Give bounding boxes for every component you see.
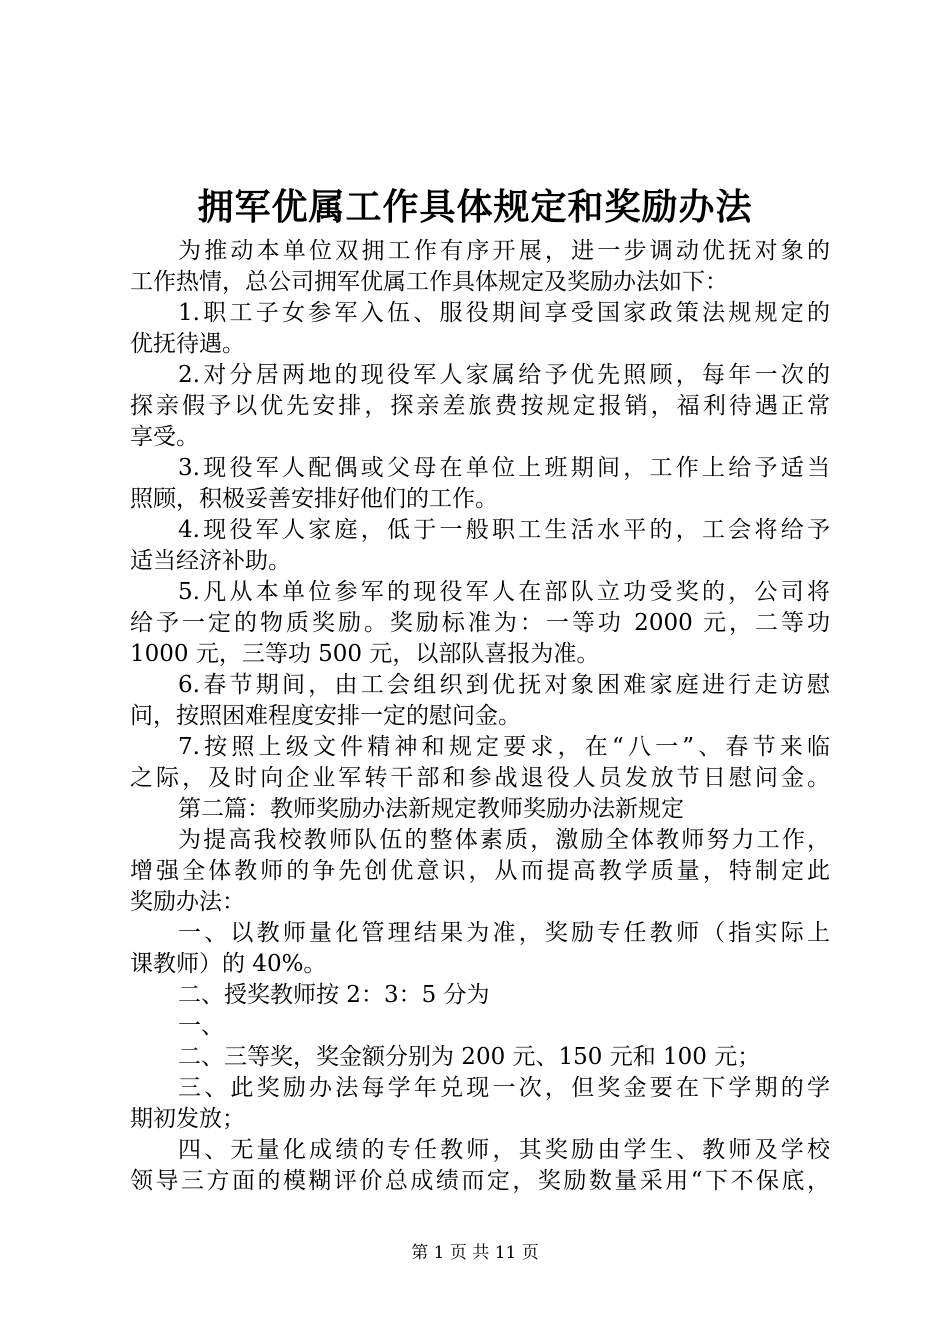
page-footer: 第 1 页 共 11 页 [411, 1243, 539, 1263]
paragraph-line: 课教师）的 40%。 [130, 951, 327, 977]
paragraph-line: 之际，及时向企业军转干部和参战退役人员发放节日慰问金。 [130, 765, 830, 791]
paragraph-line: 探亲假予以优先安排，探亲差旅费按规定报销，福利待遇正常 [130, 393, 830, 419]
document-title: 拥军优属工作具体规定和奖励办法 [197, 187, 753, 228]
document-body [130, 236, 830, 1197]
paragraph-line: 5.凡从本单位参军的现役军人在部队立功受奖的，公司将 [178, 579, 830, 605]
paragraph-line: 1000 元，三等功 500 元，以部队喜报为准。 [130, 641, 600, 667]
paragraph-line: 给予一定的物质奖励。奖励标准为：一等功 2000 元，二等功 [130, 610, 830, 636]
paragraph-line: 奖励办法： [130, 889, 245, 915]
paragraph-line: 期初发放； [130, 1106, 245, 1132]
paragraph-line: 一、以教师量化管理结果为准，奖励专任教师（指实际上 [178, 920, 830, 946]
paragraph-line: 1.职工子女参军入伍、服役期间享受国家政策法规规定的 [178, 300, 830, 326]
paragraph-line: 问，按照困难程度安排一定的慰问金。 [130, 703, 521, 729]
paragraph-line: 工作热情，总公司拥军优属工作具体规定及奖励办法如下： [130, 269, 728, 295]
paragraph-line: 三、此奖励办法每学年兑现一次，但奖金要在下学期的学 [178, 1075, 830, 1101]
paragraph-line: 6.春节期间，由工会组织到优抚对象困难家庭进行走访慰 [178, 672, 830, 698]
paragraph-line: 照顾，积极妥善安排好他们的工作。 [130, 486, 498, 512]
paragraph-line: 增强全体教师的争先创优意识，从而提高教学质量，特制定此 [130, 858, 830, 884]
paragraph-line: 四、无量化成绩的专任教师，其奖励由学生、教师及学校 [178, 1137, 830, 1163]
paragraph-line: 4.现役军人家庭，低于一般职工生活水平的，工会将给予 [178, 517, 830, 543]
paragraph-line: 2.对分居两地的现役军人家属给予优先照顾，每年一次的 [178, 362, 830, 388]
paragraph-line: 二、三等奖，奖金额分别为 200 元、150 元和 100 元； [178, 1044, 761, 1070]
paragraph-line: 一、 [178, 1013, 224, 1039]
paragraph-line: 3.现役军人配偶或父母在单位上班期间，工作上给予适当 [178, 455, 830, 481]
paragraph-line: 二、授奖教师按 2：3：5 分为 [178, 982, 490, 1008]
paragraph-line: 优抚待遇。 [130, 331, 245, 357]
paragraph-line: 领导三方面的模糊评价总成绩而定，奖励数量采用“下不保底， [130, 1168, 830, 1194]
section-heading: 第二篇：教师奖励办法新规定教师奖励办法新规定 [178, 796, 684, 822]
paragraph-line: 为推动本单位双拥工作有序开展，进一步调动优抚对象的 [178, 238, 830, 264]
paragraph-line: 享受。 [130, 424, 199, 450]
paragraph-line: 为提高我校教师队伍的整体素质，激励全体教师努力工作， [178, 827, 830, 853]
paragraph-line: 7.按照上级文件精神和规定要求，在“八一”、春节来临 [178, 734, 830, 760]
paragraph-line: 适当经济补助。 [130, 548, 291, 574]
